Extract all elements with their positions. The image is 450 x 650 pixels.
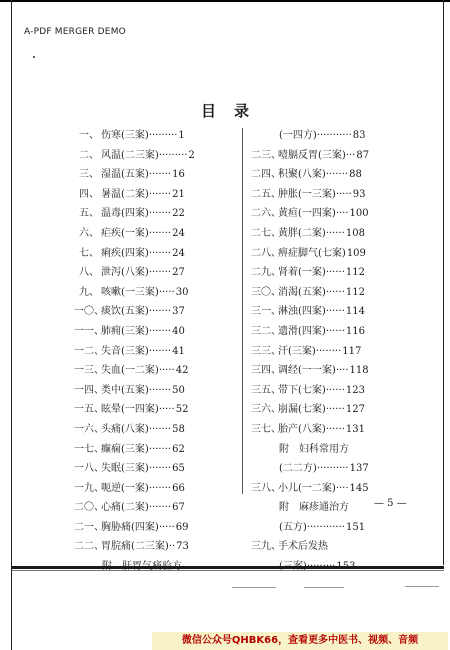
toc-entry-label: 胎产(八案) <box>278 423 326 435</box>
toc-entry-page: 112 <box>345 286 365 298</box>
toc-entry-leader: ······ <box>325 384 345 396</box>
toc-entry-leader: ······ <box>325 423 345 435</box>
toc-entry <box>251 322 404 342</box>
next-page-fragment <box>304 587 344 588</box>
toc-entry <box>74 146 234 166</box>
toc-entry-page: 67 <box>172 502 185 514</box>
toc-entry-number: 三三、 <box>251 345 281 357</box>
toc-entry-number: 一、 <box>79 130 99 141</box>
toc-entry <box>74 479 234 499</box>
toc-entry-leader: ······· <box>148 345 172 357</box>
toc-entry-leader: ······ <box>325 286 345 298</box>
toc-entry-page: 88 <box>349 169 362 181</box>
toc-entry-page: 117 <box>342 345 362 357</box>
toc-entry <box>251 518 404 538</box>
toc-entry-leader: ············ <box>306 521 345 533</box>
toc-entry <box>251 381 404 401</box>
toc-entry-page: 127 <box>345 404 365 416</box>
toc-entry-label: 失音(三案) <box>101 345 149 357</box>
toc-entry-leader: ······· <box>148 325 172 337</box>
toc-entry <box>251 146 404 166</box>
toc-entry-leader: ··········· <box>316 130 352 141</box>
toc-entry <box>251 224 404 244</box>
toc-entry-page: 116 <box>345 325 365 337</box>
toc-entry-page: 27 <box>172 267 185 279</box>
page-bottom-rule-thin <box>12 570 444 571</box>
toc-entry <box>74 361 234 381</box>
toc-entry-leader: ····· <box>158 404 175 416</box>
toc-entry <box>251 185 404 205</box>
toc-entry-number: 二九、 <box>251 267 281 279</box>
toc-left-column <box>74 126 234 577</box>
toc-entry-leader: ······· <box>148 267 172 279</box>
toc-entry-label: 泄泻(八案) <box>101 267 149 279</box>
toc-entry <box>74 244 234 264</box>
toc-entry-number: 三一、 <box>251 306 281 318</box>
toc-entry-label: 胸胁痛(四案) <box>101 521 159 533</box>
toc-right-column <box>251 126 404 577</box>
toc-entry-leader: ······· <box>148 482 172 494</box>
toc-entry-page: 22 <box>172 208 185 220</box>
toc-entry-leader: ······· <box>148 463 172 475</box>
toc-entry-page: 123 <box>345 384 365 396</box>
toc-entry-leader: ······ <box>325 227 345 239</box>
toc-entry-page: 109 <box>346 247 366 259</box>
toc-entry-leader: ···· <box>335 365 349 377</box>
toc-entry <box>251 420 404 440</box>
toc-entry-page: 24 <box>172 247 185 259</box>
toc-entry-number: 九、 <box>79 286 99 298</box>
toc-entry <box>74 126 234 146</box>
toc-entry-number: 一七、 <box>74 443 104 455</box>
toc-entry-number: 三七、 <box>251 423 281 435</box>
toc-entry-label: 失血(一二案) <box>101 365 159 377</box>
toc-entry-leader: ········ <box>315 345 342 357</box>
toc-entry-label: 黄疸(一四案) <box>278 208 336 220</box>
toc-entry-leader: ······· <box>148 306 172 318</box>
toc-entry-leader: ···· <box>335 482 349 494</box>
toc-entry-label: 癫痫(三案) <box>101 443 149 455</box>
toc-entry-page: 112 <box>345 267 365 279</box>
toc-entry-page: 52 <box>175 404 189 416</box>
toc-entry-number: 三九、 <box>251 541 281 553</box>
toc-entry-label: 胃脘痛(二三案) <box>101 541 169 553</box>
toc-entry-number: 一八、 <box>74 463 104 475</box>
toc-entry-page: 2 <box>188 149 195 161</box>
toc-entry-label: 类中(五案) <box>101 384 149 396</box>
toc-entry-number: 二、 <box>79 149 99 161</box>
next-page-fragment <box>405 586 439 587</box>
toc-entry-leader: ······ <box>325 404 345 416</box>
toc-entry-page: 137 <box>349 463 369 475</box>
toc-entry-number: 二八、 <box>251 247 281 259</box>
toc-entry <box>251 302 404 322</box>
toc-entry <box>74 204 234 224</box>
demo-watermark: A-PDF MERGER DEMO <box>24 27 126 37</box>
toc-entry-number: 三、 <box>79 169 99 181</box>
toc-entry <box>251 165 404 185</box>
toc-entry-label: 肺痈(三案) <box>101 325 149 337</box>
toc-entry-label: 噎膈反胃(三案) <box>278 149 346 161</box>
toc-entry-page: 24 <box>172 227 185 239</box>
toc-entry <box>74 440 234 460</box>
toc-entry <box>74 537 234 557</box>
toc-entry <box>251 283 404 303</box>
toc-entry-label: (五方) <box>279 521 307 533</box>
toc-entry-label: 心痛(二案) <box>101 502 149 514</box>
toc-entry-label: 湿温(五案) <box>101 169 149 181</box>
column-divider <box>242 128 243 494</box>
toc-entry <box>251 204 404 224</box>
toc-entry-page: 66 <box>172 482 185 494</box>
toc-entry-number: 三六、 <box>251 404 281 416</box>
toc-entry-page: 1 <box>178 130 185 141</box>
toc-entry-leader: ····· <box>158 521 175 533</box>
toc-entry <box>251 342 404 362</box>
toc-entry-number: 三四、 <box>251 365 281 377</box>
toc-entry-leader: ······ <box>325 267 345 279</box>
toc-entry-number: 三五、 <box>251 384 281 396</box>
toc-entry-label: 痢疾(四案) <box>101 247 149 259</box>
toc-entry-number: 二一、 <box>74 521 104 533</box>
toc-entry <box>251 479 404 499</box>
toc-entry-number: 二六、 <box>251 208 281 220</box>
toc-entry-label: 失眠(三案) <box>101 463 149 475</box>
toc-entry-number: 二五、 <box>251 188 281 200</box>
toc-entry-leader: ·· <box>168 541 176 553</box>
toc-entry <box>74 283 234 303</box>
toc-entry-label: 暑温(二案) <box>101 188 149 200</box>
toc-entry-leader: ········· <box>158 149 188 161</box>
toc-entry-label: 眩晕(一四案) <box>101 404 159 416</box>
toc-entry-page: 16 <box>172 169 185 181</box>
toc-entry-label: 淋浊(四案) <box>278 306 326 318</box>
toc-entry-number: 四、 <box>79 188 99 200</box>
toc-entry-number: 二三、 <box>251 149 281 161</box>
toc-entry-number: 五、 <box>79 208 99 220</box>
top-border <box>0 0 450 2</box>
toc-entry-number: 一〇、 <box>74 306 104 318</box>
toc-entry-number: 八、 <box>79 267 99 279</box>
page-bottom-rule <box>12 566 444 569</box>
toc-entry-page: 145 <box>349 482 369 494</box>
toc-entry-label: 温毒(四案) <box>101 208 149 220</box>
toc-entry-label: 消渴(五案) <box>278 286 326 298</box>
toc-entry-label: 肾着(一案) <box>278 267 326 279</box>
toc-entry-number: 一一、 <box>74 325 104 337</box>
toc-entry-number: 三二、 <box>251 325 281 337</box>
toc-entry-page: 114 <box>345 306 365 318</box>
toc-entry <box>251 400 404 420</box>
toc-entry-number: 二二、 <box>74 541 104 553</box>
toc-entry-leader: ······· <box>148 384 172 396</box>
toc-entry-page: 62 <box>172 443 185 455</box>
toc-entry-number: 二四、 <box>251 169 281 181</box>
toc-entry-page: 100 <box>349 208 369 220</box>
toc-entry-label: 小儿(一二案) <box>278 482 336 494</box>
toc-entry-leader: ······· <box>148 247 172 259</box>
toc-entry-label: 积聚(八案) <box>278 169 326 181</box>
toc-entry-label: 风温(二三案) <box>101 149 159 161</box>
toc-entry <box>251 126 404 146</box>
toc-entry-label: 肿胀(一三案) <box>278 188 336 200</box>
toc-entry-leader: ······· <box>148 169 172 181</box>
toc-entry <box>251 459 404 479</box>
toc-entry-label: (二二方) <box>279 463 317 475</box>
toc-entry-page: 151 <box>345 521 366 533</box>
toc-entry <box>251 244 404 264</box>
toc-entry-page: 50 <box>172 384 185 396</box>
toc-entry <box>74 518 234 538</box>
toc-entry <box>74 459 234 479</box>
toc-entry-number: 一九、 <box>74 482 104 494</box>
toc-entry-leader: ······ <box>325 325 345 337</box>
toc-entry-page: 93 <box>352 188 366 200</box>
page-number: — 5 — <box>374 498 407 509</box>
toc-entry-page: 65 <box>172 463 185 475</box>
toc-entry-leader: ······· <box>148 502 172 514</box>
toc-entry-page: 58 <box>172 423 185 435</box>
toc-entry-label: 黄胖(二案) <box>278 227 326 239</box>
toc-entry-page: 40 <box>172 325 185 337</box>
toc-entry-number: 二〇、 <box>74 502 104 514</box>
right-page-edge <box>443 0 444 565</box>
toc-entry-label: 带下(七案) <box>278 384 326 396</box>
toc-entry-leader: ······· <box>148 443 172 455</box>
left-page-edge <box>11 0 12 650</box>
toc-entry-label: (一四方) <box>279 130 317 141</box>
toc-entry-label: 手术后发热 <box>278 541 328 553</box>
toc-entry-label: 附 麻疹通治方 <box>279 502 349 514</box>
toc-entry-page: 118 <box>349 365 369 377</box>
toc-entry-number: 一三、 <box>74 365 104 377</box>
toc-entry-label: 咳嗽(一三案) <box>101 286 159 298</box>
toc-entry-page: 30 <box>175 286 189 298</box>
toc-entry-leader: ····· <box>158 286 175 298</box>
toc-entry <box>74 185 234 205</box>
page-title: 目录 <box>200 102 267 120</box>
toc-entry-label: 崩漏(七案) <box>278 404 326 416</box>
toc-entry-label: 呃逆(一案) <box>101 482 149 494</box>
toc-entry <box>74 302 234 322</box>
toc-entry-number: 一二、 <box>74 345 104 357</box>
toc-entry-page: 41 <box>172 345 185 357</box>
toc-entry-leader: ···· <box>335 208 349 220</box>
toc-entry-leader: ······· <box>148 227 172 239</box>
toc-entry-page: 69 <box>175 521 189 533</box>
toc-entry-leader: ··· <box>345 149 356 161</box>
toc-entry-number: 一六、 <box>74 423 104 435</box>
next-page-fragment <box>232 587 276 588</box>
toc-entry <box>74 498 234 518</box>
toc-entry-number: 七、 <box>79 247 99 259</box>
toc-entry <box>74 381 234 401</box>
toc-entry-page: 37 <box>172 306 185 318</box>
toc-entry <box>74 165 234 185</box>
toc-entry <box>74 224 234 244</box>
toc-entry-page: 131 <box>345 423 365 435</box>
toc-entry-number: 一四、 <box>74 384 104 396</box>
toc-entry-label: 汗(三案) <box>278 345 316 357</box>
toc-entry-page: 108 <box>345 227 365 239</box>
toc-entry <box>74 400 234 420</box>
toc-entry-label: 附 妇科常用方 <box>279 443 349 455</box>
toc-entry-leader: ······ <box>325 306 345 318</box>
toc-entry-leader: ········· <box>148 130 178 141</box>
toc-entry-label: 调经(一一案) <box>278 365 336 377</box>
footer-banner: 微信公众号QHBK66，查看更多中医书、视频、音频 <box>152 632 448 650</box>
toc-entry <box>74 342 234 362</box>
toc-entry-leader: ······· <box>148 208 172 220</box>
toc-entry <box>251 440 404 460</box>
toc-entry <box>251 263 404 283</box>
toc-entry-label: 头痛(八案) <box>101 423 149 435</box>
toc-entry <box>74 322 234 342</box>
toc-entry-number: 三〇、 <box>251 286 281 298</box>
toc-entry-label: 疟疾(一案) <box>101 227 149 239</box>
toc-entry-leader: ····· <box>158 365 175 377</box>
toc-entry <box>74 420 234 440</box>
toc-entry-page: 73 <box>176 541 189 553</box>
toc-entry <box>251 361 404 381</box>
toc-entry-leader: ······· <box>325 169 349 181</box>
toc-entry-label: 痹症脚气(七案) <box>278 247 346 259</box>
toc-entry-number: 三八、 <box>251 482 281 494</box>
toc-entry-page: 42 <box>175 365 189 377</box>
toc-entry-page: 83 <box>352 130 366 141</box>
toc-entry <box>251 537 404 557</box>
toc-entry-number: 二七、 <box>251 227 281 239</box>
toc-entry-label: 遗滑(四案) <box>278 325 326 337</box>
toc-entry-number: 一五、 <box>74 404 104 416</box>
toc-entry-label: 伤寒(三案) <box>101 130 149 141</box>
toc-entry-page: 21 <box>172 188 185 200</box>
toc-entry-page: 87 <box>356 149 370 161</box>
toc-entry-leader: ······· <box>148 423 172 435</box>
toc-entry-label: 痰饮(五案) <box>101 306 149 318</box>
toc-entry-leader: ·········· <box>316 463 349 475</box>
toc-entry-leader: ······· <box>148 188 172 200</box>
toc-entry-leader: ····· <box>335 188 352 200</box>
toc-entry <box>74 263 234 283</box>
toc-entry-number: 六、 <box>79 227 99 239</box>
scan-speck <box>33 56 35 58</box>
